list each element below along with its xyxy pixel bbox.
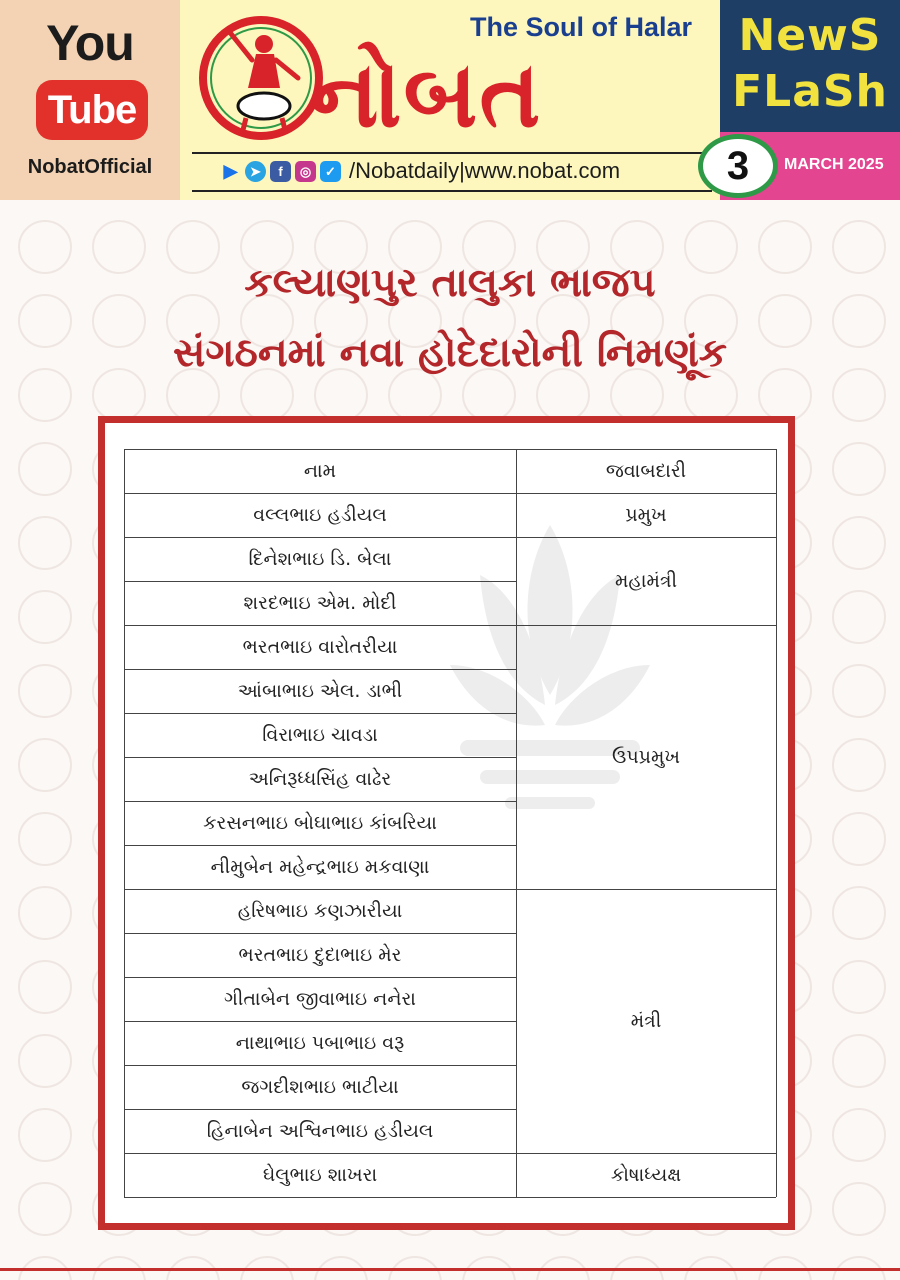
- column-header-role: જવાબદારી: [605, 460, 687, 482]
- table-row-divider: [124, 581, 516, 582]
- headline: [40, 248, 860, 388]
- member-name: જગદીશભાઇ ભાટીયા: [241, 1076, 399, 1098]
- news-flash-line1: NewS: [738, 10, 882, 61]
- pattern-emblem: [832, 812, 886, 866]
- youtube-you-text: You: [46, 15, 134, 71]
- news-flash-line2: FLaSh: [732, 66, 888, 117]
- role-cell: મંત્રી: [630, 1010, 662, 1032]
- role-group-divider: [516, 449, 776, 450]
- column-header-name: નામ: [303, 460, 337, 482]
- role-cell: પ્રમુખ: [625, 504, 667, 526]
- pattern-emblem: [18, 590, 72, 644]
- headline-line2: સંગઠનમાં નવા હોદેદારોની નિમણૂંક: [172, 330, 728, 376]
- table-row-divider: [124, 757, 516, 758]
- masthead: [180, 0, 720, 200]
- table-row-divider: [124, 1197, 516, 1198]
- telegram-icon[interactable]: ➤: [245, 161, 266, 182]
- pattern-emblem: [832, 442, 886, 496]
- table-row-divider: [124, 713, 516, 714]
- table-row-divider: [124, 449, 516, 450]
- page-header: [0, 0, 900, 200]
- table-row-divider: [124, 1153, 516, 1154]
- member-name: આંબાભાઇ એલ. ડાભી: [237, 680, 403, 702]
- member-name: દિનેશભાઇ ડિ. બેલા: [248, 548, 392, 570]
- table-row-divider: [124, 1065, 516, 1066]
- role-cell: કોષાધ્યક્ષ: [610, 1164, 682, 1186]
- pattern-emblem: [832, 738, 886, 792]
- youtube-handle: NobatOfficial: [27, 156, 153, 178]
- member-name: હરિષભાઇ કણઝારીયા: [237, 900, 403, 922]
- member-name: અનિરૂધ્ધસિંહ વાઢેર: [248, 768, 392, 790]
- table-row-divider: [124, 669, 516, 670]
- role-cell: ઉપપ્રમુખ: [611, 746, 681, 768]
- pattern-emblem: [832, 664, 886, 718]
- pattern-emblem: [18, 812, 72, 866]
- table-row-divider: [124, 801, 516, 802]
- member-name: ભરતભાઇ દુદાભાઇ મેર: [238, 944, 402, 966]
- table-row-divider: [124, 1021, 516, 1022]
- news-flash-badge: [720, 0, 900, 132]
- date-day-badge: 3: [698, 134, 778, 198]
- table-row-divider: [124, 493, 516, 494]
- facebook-icon[interactable]: f: [270, 161, 291, 182]
- pattern-emblem: [18, 516, 72, 570]
- table-row-divider: [124, 977, 516, 978]
- table-row-divider: [124, 537, 516, 538]
- table-header-row: [124, 449, 776, 493]
- date-month: MARCH 2025: [784, 156, 884, 173]
- youtube-badge[interactable]: [0, 0, 180, 200]
- pattern-emblem: [832, 960, 886, 1014]
- drummer-emblem-icon: [196, 8, 326, 148]
- website-links[interactable]: /Nobatdaily|www.nobat.com: [349, 158, 621, 183]
- member-name: વિરાભાઇ ચાવડા: [262, 724, 378, 746]
- pattern-emblem: [18, 738, 72, 792]
- masthead-divider-bottom: [192, 190, 712, 192]
- youtube-tube-text: Tube: [36, 80, 148, 140]
- member-name: વલ્લભાઇ હડીયલ: [253, 504, 387, 526]
- pattern-emblem: [18, 960, 72, 1014]
- pattern-emblem: [832, 1034, 886, 1088]
- masthead-divider: [192, 152, 712, 154]
- pattern-emblem: [832, 1182, 886, 1236]
- twitter-icon[interactable]: ✓: [320, 161, 341, 182]
- member-name: નાથાભાઇ પબાભાઇ વરૂ: [235, 1032, 405, 1054]
- masthead-tagline: The Soul of Halar: [470, 12, 693, 42]
- table-row-divider: [124, 1109, 516, 1110]
- table-column-divider: [776, 449, 777, 1197]
- pattern-emblem: [18, 1182, 72, 1236]
- pattern-emblem: [18, 1108, 72, 1162]
- role-group-divider: [516, 1197, 776, 1198]
- instagram-icon[interactable]: ◎: [295, 161, 316, 182]
- table-column-divider: [124, 449, 125, 1197]
- table-row-divider: [124, 625, 516, 626]
- member-name: કરસનભાઇ બોઘાભાઇ કાંબરિયા: [203, 812, 437, 834]
- pattern-emblem: [18, 442, 72, 496]
- pattern-emblem: [832, 1108, 886, 1162]
- footer-rule: [0, 1268, 900, 1271]
- member-name: હિનાબેન અશ્વિનભાઇ હડીયલ: [206, 1120, 434, 1142]
- masthead-title: નોબત: [310, 41, 543, 148]
- pattern-emblem: [18, 1034, 72, 1088]
- member-name: નીમુબેન મહેન્દ્રભાઇ મકવાણા: [210, 856, 430, 878]
- table-row-divider: [124, 845, 516, 846]
- member-name: ઘેલુભાઇ શાખરા: [262, 1164, 378, 1186]
- member-name: શરદભાઇ એમ. મોદી: [243, 592, 397, 614]
- table-row-divider: [124, 889, 516, 890]
- headline-line1: કલ્યાણપુર તાલુકા ભાજપ: [244, 260, 656, 306]
- member-name: ભરતભાઇ વારોતરીયા: [242, 636, 398, 658]
- social-links-row: [220, 158, 620, 184]
- play-store-icon[interactable]: ▶: [223, 160, 238, 181]
- pattern-emblem: [18, 664, 72, 718]
- pattern-emblem: [832, 590, 886, 644]
- table-row-divider: [124, 933, 516, 934]
- member-name: ગીતાબેન જીવાભાઇ નનેરા: [224, 988, 416, 1010]
- pattern-emblem: [832, 516, 886, 570]
- pattern-emblem: [18, 886, 72, 940]
- pattern-emblem: [832, 886, 886, 940]
- role-cell: મહામંત્રી: [614, 570, 678, 592]
